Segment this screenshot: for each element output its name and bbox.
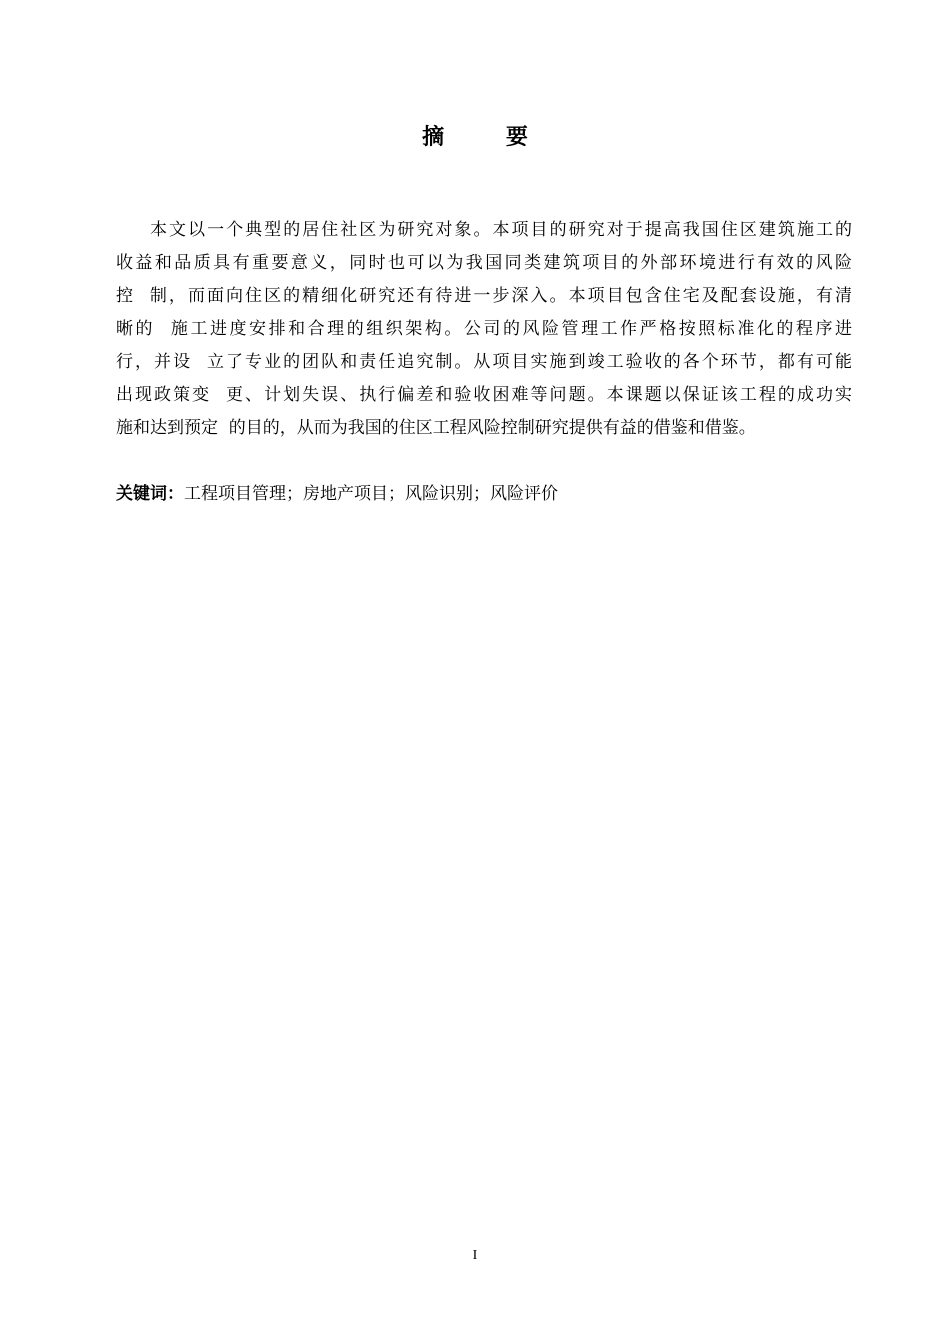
abstract-line: 出现政策变 更、计划失误、执行偏差和验收困难等问题。本课题以保证该工程的成功实 xyxy=(116,385,852,405)
abstract-line: 本文以一个典型的居住社区为研究对象。本项目的研究对于提高我国住区建筑施工的 xyxy=(150,220,852,240)
keywords-section xyxy=(116,479,852,509)
abstract-line: 施和达到预定 的目的，从而为我国的住区工程风险控制研究提供有益的借鉴和借鉴。 xyxy=(116,418,756,438)
abstract-line: 控 制，而面向住区的精细化研究还有待进一步深入。本项目包含住宅及配套设施，有清 xyxy=(116,286,852,306)
page-title: 摘 要 xyxy=(422,125,555,150)
abstract-line: 行，并设 立了专业的团队和责任追究制。从项目实施到竣工验收的各个环节，都有可能 xyxy=(116,352,852,372)
abstract-line: 收益和品质具有重要意义，同时也可以为我国同类建筑项目的外部环境进行有效的风险 xyxy=(116,253,852,273)
page-number: I xyxy=(472,1248,478,1263)
keywords-text: 工程项目管理；房地产项目；风险识别；风险评价 xyxy=(184,484,558,504)
abstract-body xyxy=(116,214,852,445)
keywords-label: 关键词： xyxy=(116,484,184,504)
abstract-line: 晰的 施工进度安排和合理的组织架构。公司的风险管理工作严格按照标准化的程序进 xyxy=(116,319,852,339)
